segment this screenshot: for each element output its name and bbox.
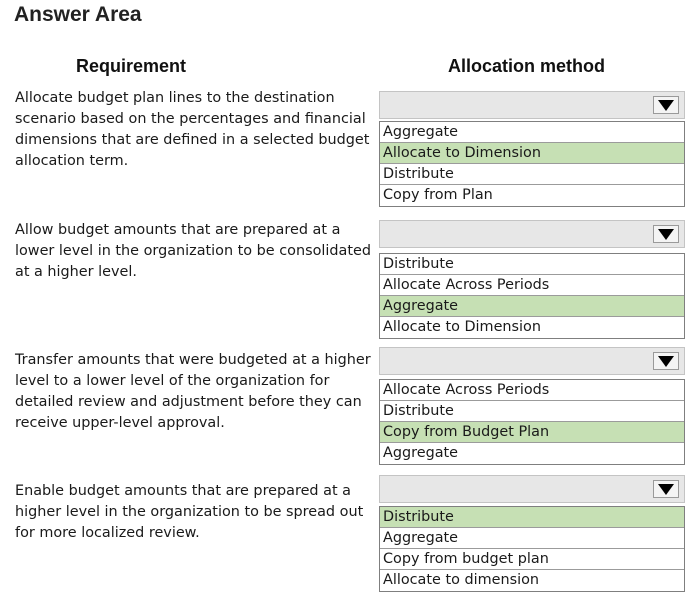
requirement-line: level to a lower level of the organization for: [15, 373, 330, 389]
option-aggregate[interactable]: Aggregate: [383, 445, 459, 461]
requirement-line: Transfer amounts that were budgeted at a higher: [15, 352, 371, 368]
allocation-options-4: [379, 506, 685, 592]
allocation-dropdown-4[interactable]: [379, 475, 685, 503]
option-copy-from-budget-plan[interactable]: Copy from Budget Plan: [380, 422, 684, 443]
option-allocate-to-dimension[interactable]: Allocate to Dimension: [383, 319, 541, 335]
option-copy-from-plan[interactable]: Copy from Plan: [383, 187, 493, 203]
requirement-line: at a higher level.: [15, 264, 137, 280]
dropdown-arrow-button[interactable]: [653, 352, 679, 370]
requirement-line: Allow budget amounts that are prepared at a: [15, 222, 341, 238]
dropdown-arrow-button[interactable]: [653, 480, 679, 498]
requirement-line: Enable budget amounts that are prepared at a: [15, 483, 351, 499]
requirement-line: Allocate budget plan lines to the destination: [15, 90, 335, 106]
requirement-line: allocation term.: [15, 153, 129, 169]
answer-area-title: Answer Area: [14, 3, 142, 26]
allocation-dropdown-3[interactable]: [379, 347, 685, 375]
option-aggregate[interactable]: Aggregate: [380, 122, 684, 143]
allocation-dropdown-1[interactable]: [379, 91, 685, 119]
option-allocate-across-periods[interactable]: Allocate Across Periods: [380, 380, 684, 401]
option-aggregate[interactable]: Aggregate: [380, 528, 684, 549]
requirement-line: for more localized review.: [15, 525, 200, 541]
allocation-dropdown-2[interactable]: [379, 220, 685, 248]
requirement-line: higher level in the organization to be spread out: [15, 504, 364, 520]
option-distribute[interactable]: Distribute: [380, 254, 684, 275]
requirement-column-header: Requirement: [76, 56, 187, 76]
requirement-3: [15, 350, 377, 434]
requirement-line: dimensions that are defined in a selected budget: [15, 132, 370, 148]
requirement-4: [15, 481, 377, 544]
option-distribute[interactable]: Distribute: [380, 401, 684, 422]
option-copy-from-budget-plan[interactable]: Copy from budget plan: [380, 549, 684, 570]
allocation-options-1: [379, 121, 685, 207]
option-allocate-to-dimension[interactable]: Allocate to Dimension: [380, 143, 684, 164]
requirement-1: [15, 88, 377, 172]
allocation-options-3: [379, 379, 685, 465]
option-allocate-to-dimension[interactable]: Allocate to dimension: [383, 572, 540, 588]
requirement-line: receive upper-level approval.: [15, 415, 225, 431]
requirement-line: detailed review and adjustment before they can: [15, 394, 362, 410]
requirement-2: [15, 220, 377, 283]
allocation-options-2: [379, 253, 685, 339]
requirement-line: lower level in the organization to be consolidated: [15, 243, 371, 259]
option-allocate-across-periods[interactable]: Allocate Across Periods: [380, 275, 684, 296]
dropdown-arrow-button[interactable]: [653, 225, 679, 243]
dropdown-arrow-button[interactable]: [653, 96, 679, 114]
allocation-method-column-header: Allocation method: [448, 56, 605, 76]
option-aggregate[interactable]: Aggregate: [380, 296, 684, 317]
option-distribute[interactable]: Distribute: [380, 507, 684, 528]
option-distribute[interactable]: Distribute: [380, 164, 684, 185]
requirement-line: scenario based on the percentages and financial: [15, 111, 366, 127]
